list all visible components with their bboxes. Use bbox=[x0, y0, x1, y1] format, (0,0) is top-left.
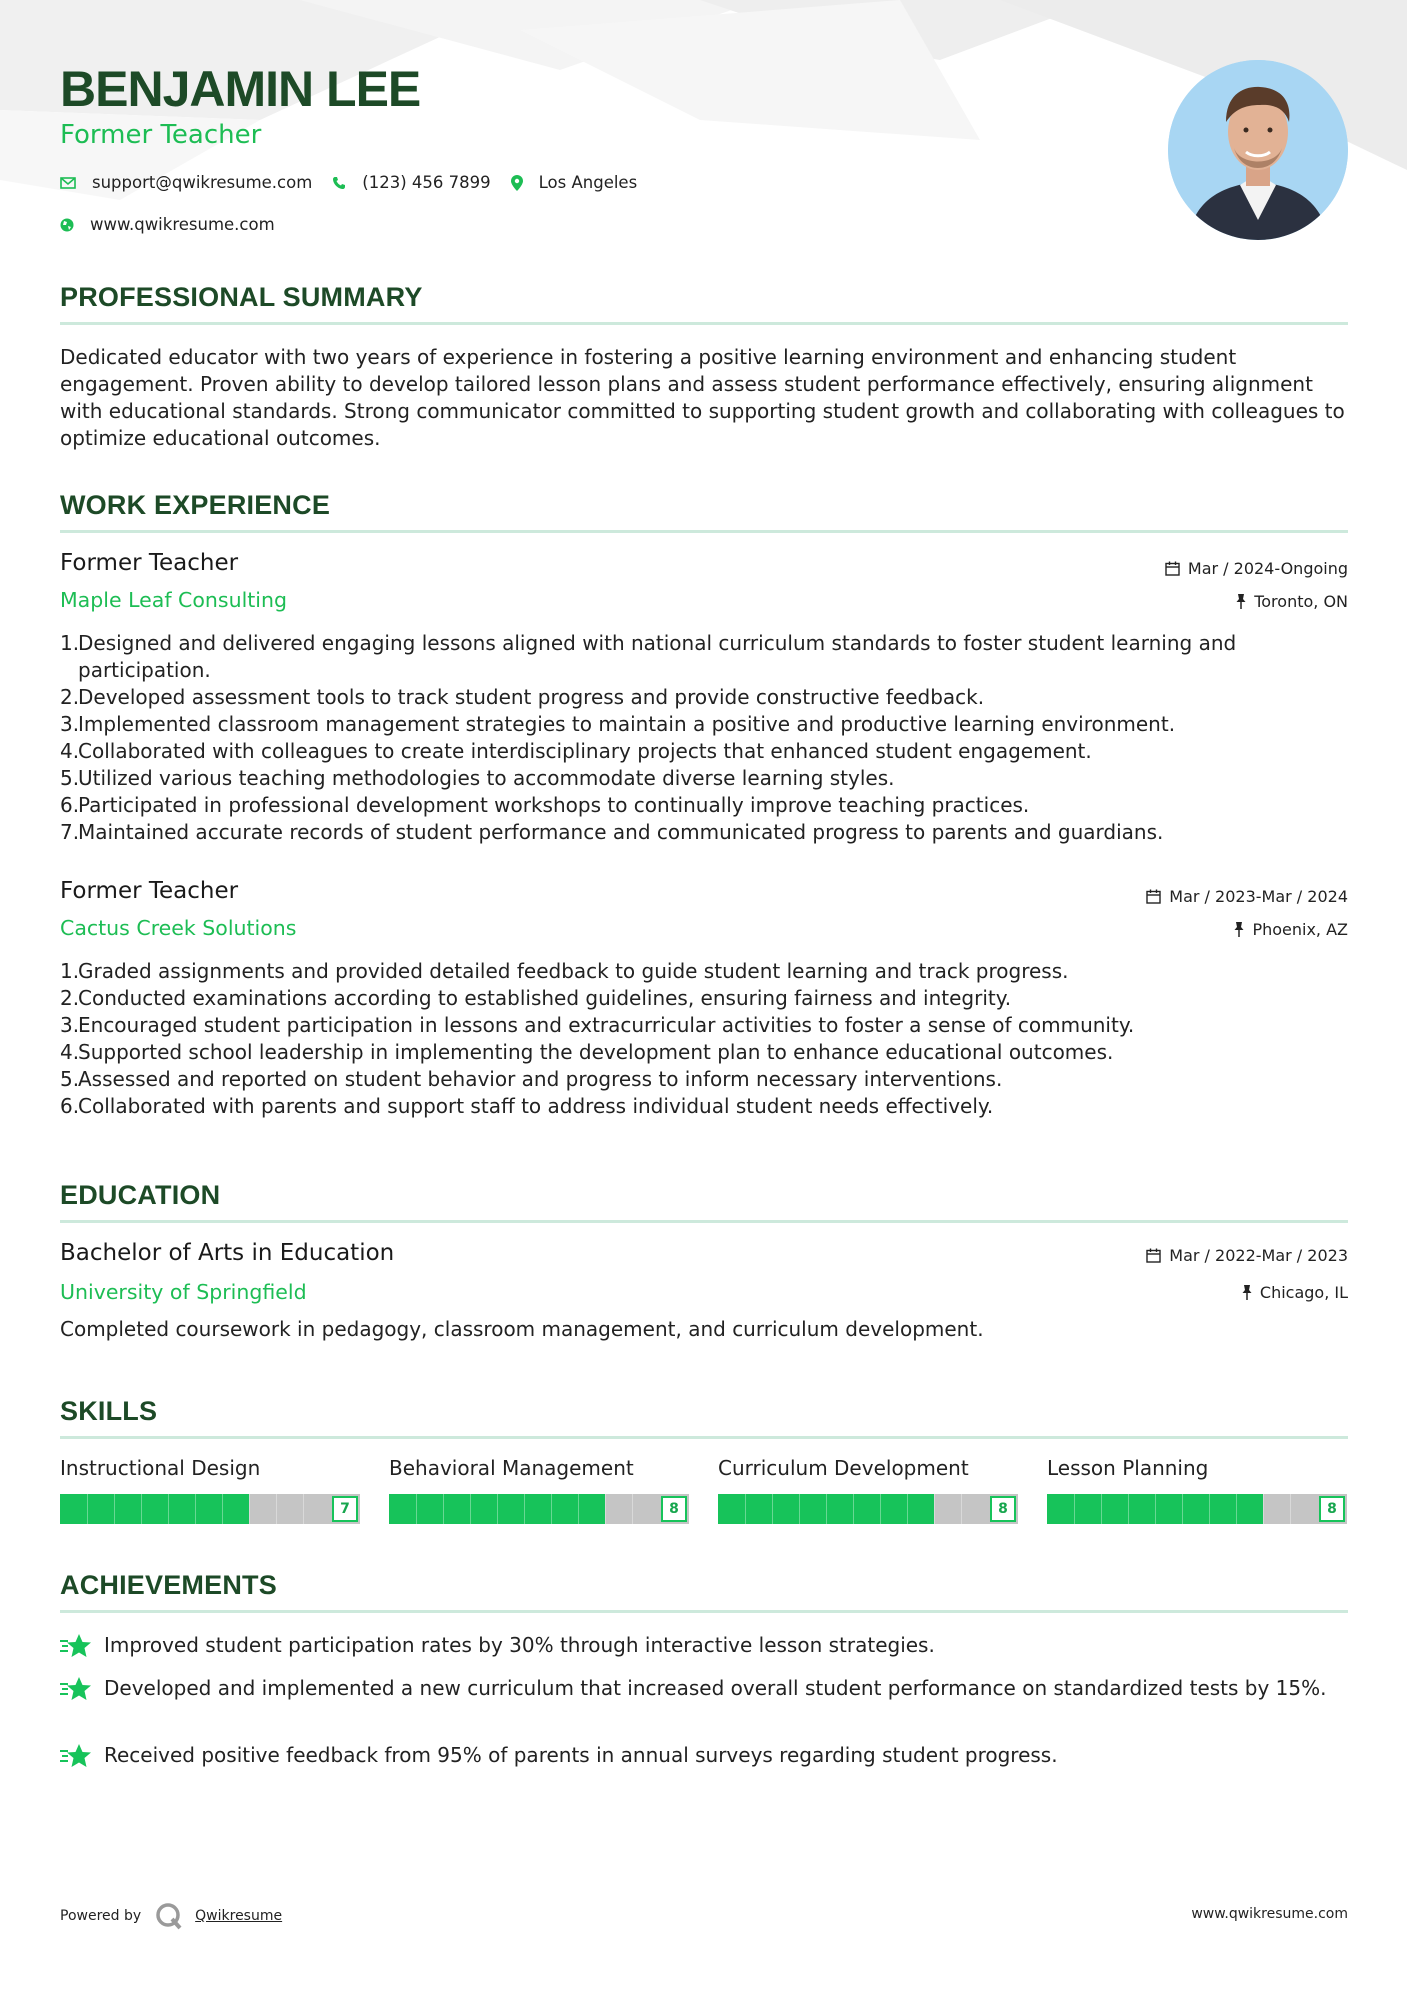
skill-bar-segment bbox=[249, 1494, 250, 1524]
skill-bar-segment bbox=[1155, 1494, 1156, 1524]
profile-photo bbox=[1168, 60, 1348, 240]
pushpin-icon bbox=[1242, 1285, 1252, 1300]
skill-bar-segment bbox=[114, 1494, 115, 1524]
skill-bar-segment bbox=[195, 1494, 196, 1524]
skill-level-bar bbox=[389, 1494, 689, 1524]
list-item: 1. Designed and delivered engaging lessons aligned with national curriculum standards to foster student learning and participation. bbox=[60, 631, 1237, 682]
contact-website[interactable] bbox=[60, 215, 275, 234]
phone-text: (123) 456 7899 bbox=[362, 173, 491, 192]
qwikresume-logo-icon bbox=[155, 1902, 183, 1930]
list-item: 3. Implemented classroom management strategies to maintain a positive and productive learning environment. bbox=[60, 712, 1176, 736]
contact-phone[interactable] bbox=[332, 173, 490, 192]
job-company: Cactus Creek Solutions bbox=[60, 916, 297, 940]
job-bullets bbox=[60, 958, 1348, 1120]
skill-bar-segment bbox=[1290, 1494, 1291, 1524]
job-dates bbox=[1165, 559, 1348, 578]
footer-website-link[interactable]: www.qwikresume.com bbox=[1191, 1906, 1348, 1922]
skill-bar-track bbox=[389, 1494, 689, 1524]
skill-bar-segment bbox=[1209, 1494, 1210, 1524]
section-divider bbox=[60, 1436, 1348, 1439]
list-item: 4. Collaborated with colleagues to create interdisciplinary projects that enhanced student engagement. bbox=[60, 739, 1092, 763]
skill-item bbox=[60, 1456, 360, 1524]
candidate-name: BENJAMIN LEE bbox=[60, 61, 421, 117]
skill-bar-segment bbox=[524, 1494, 525, 1524]
location-text: Los Angeles bbox=[538, 173, 638, 192]
skill-bar-segment bbox=[578, 1494, 579, 1524]
skill-bar-segment bbox=[1101, 1494, 1102, 1524]
list-item: 5. Assessed and reported on student behavior and progress to inform necessary interventions. bbox=[60, 1067, 1003, 1091]
section-divider bbox=[60, 1220, 1348, 1223]
education-dates-text: Mar / 2022-Mar / 2023 bbox=[1169, 1246, 1348, 1265]
skill-bar-segment bbox=[605, 1494, 606, 1524]
skill-level-badge: 8 bbox=[1319, 1496, 1345, 1522]
skill-level-badge: 8 bbox=[990, 1496, 1016, 1522]
education-heading: EDUCATION bbox=[60, 1180, 221, 1210]
skill-bar-segment bbox=[1236, 1494, 1237, 1524]
contact-row bbox=[60, 173, 657, 192]
pushpin-icon bbox=[1236, 594, 1246, 609]
calendar-icon bbox=[1146, 889, 1161, 904]
skill-bar-track bbox=[718, 1494, 1018, 1524]
job-title: Former Teacher bbox=[60, 878, 239, 904]
skill-bar-segment bbox=[799, 1494, 800, 1524]
job-dates-text: Mar / 2024-Ongoing bbox=[1187, 559, 1348, 578]
skill-bar-segment bbox=[141, 1494, 142, 1524]
skill-bar-segment bbox=[416, 1494, 417, 1524]
skill-bar-segment bbox=[826, 1494, 827, 1524]
list-item: 2. Developed assessment tools to track student progress and provide constructive feedback. bbox=[60, 685, 985, 709]
job-dates-text: Mar / 2023-Mar / 2024 bbox=[1169, 887, 1348, 906]
skill-item bbox=[1047, 1456, 1347, 1524]
list-item: 7. Maintained accurate records of student performance and communicated progress to parents and guardians. bbox=[60, 820, 1164, 844]
achievements-heading: ACHIEVEMENTS bbox=[60, 1570, 277, 1600]
section-divider bbox=[60, 322, 1348, 325]
skill-bar-segment bbox=[443, 1494, 444, 1524]
footer-powered-by bbox=[60, 1902, 282, 1930]
achievement-text: Received positive feedback from 95% of parents in annual surveys regarding student progress. bbox=[104, 1743, 1058, 1767]
achievement-text: Improved student participation rates by 30% through interactive lesson strategies. bbox=[104, 1633, 935, 1657]
skill-bar-segment bbox=[303, 1494, 304, 1524]
job-location bbox=[1236, 592, 1348, 611]
email-text: support@qwikresume.com bbox=[92, 173, 313, 192]
skill-bar-segment bbox=[961, 1494, 962, 1524]
candidate-role: Former Teacher bbox=[60, 120, 262, 150]
skill-name: Lesson Planning bbox=[1047, 1456, 1209, 1480]
skill-level-badge: 8 bbox=[661, 1496, 687, 1522]
calendar-icon bbox=[1146, 1248, 1161, 1263]
person-portrait-icon bbox=[1168, 60, 1348, 240]
calendar-icon bbox=[1165, 561, 1180, 576]
degree-title: Bachelor of Arts in Education bbox=[60, 1240, 395, 1266]
skill-bar-segment bbox=[632, 1494, 633, 1524]
list-item: 1. Graded assignments and provided detailed feedback to guide student learning and track progress. bbox=[60, 959, 1069, 983]
envelope-icon bbox=[60, 177, 76, 189]
school-name: University of Springfield bbox=[60, 1280, 307, 1304]
achievement-item bbox=[60, 1632, 1348, 1659]
skill-bar-track bbox=[60, 1494, 360, 1524]
skill-bar-segment bbox=[853, 1494, 854, 1524]
qwikresume-link[interactable]: Qwikresume bbox=[195, 1908, 283, 1924]
skill-bar-segment bbox=[497, 1494, 498, 1524]
website-text: www.qwikresume.com bbox=[90, 215, 275, 234]
skill-bar-segment bbox=[1182, 1494, 1183, 1524]
skill-bar-segment bbox=[934, 1494, 935, 1524]
education-description: Completed coursework in pedagogy, classroom management, and curriculum development. bbox=[60, 1317, 984, 1341]
experience-heading: WORK EXPERIENCE bbox=[60, 490, 331, 520]
skill-item bbox=[718, 1456, 1018, 1524]
skill-bar-segment bbox=[745, 1494, 746, 1524]
trophy-star-icon bbox=[60, 1675, 92, 1702]
section-divider bbox=[60, 1610, 1348, 1613]
summary-heading: PROFESSIONAL SUMMARY bbox=[60, 282, 423, 312]
skill-level-badge: 7 bbox=[332, 1496, 358, 1522]
section-divider bbox=[60, 530, 1348, 533]
trophy-star-icon bbox=[60, 1632, 92, 1659]
contact-row-website bbox=[60, 215, 295, 234]
skill-name: Curriculum Development bbox=[718, 1456, 969, 1480]
job-company: Maple Leaf Consulting bbox=[60, 588, 288, 612]
list-item: 5. Utilized various teaching methodologies to accommodate diverse learning styles. bbox=[60, 766, 895, 790]
list-item: 6. Collaborated with parents and support staff to address individual student needs effectively. bbox=[60, 1094, 994, 1118]
skill-bar-segment bbox=[772, 1494, 773, 1524]
job-bullets bbox=[60, 630, 1348, 846]
list-item: 6. Participated in professional development workshops to continually improve teaching practices. bbox=[60, 793, 1030, 817]
skill-bar-segment bbox=[907, 1494, 908, 1524]
job-dates bbox=[1146, 887, 1348, 906]
skill-bar-segment bbox=[222, 1494, 223, 1524]
skill-bar-segment bbox=[1263, 1494, 1264, 1524]
contact-email[interactable] bbox=[60, 173, 312, 192]
summary-text: Dedicated educator with two years of experience in fostering a positive learning environment and enhancing student engagement. Proven ability to develop tailored lesson plans and assess student performance effectively, ensuring alignment with educational standards. Strong communicator committed to supporting student growth and collaborating with colleagues to optimize educational outcomes. bbox=[60, 345, 1345, 450]
contact-location bbox=[511, 173, 638, 192]
job-title: Former Teacher bbox=[60, 550, 239, 576]
skill-bar-fill bbox=[60, 1494, 249, 1524]
list-item: 2. Conducted examinations according to established guidelines, ensuring fairness and integrity. bbox=[60, 986, 1012, 1010]
skill-bar-segment bbox=[276, 1494, 277, 1524]
skill-level-bar bbox=[1047, 1494, 1347, 1524]
achievement-item bbox=[60, 1742, 1348, 1769]
powered-by-label: Powered by bbox=[60, 1908, 142, 1924]
achievement-text: Developed and implemented a new curriculum that increased overall student performance on standardized tests by 15%. bbox=[104, 1676, 1327, 1700]
job-location bbox=[1234, 920, 1348, 939]
skill-level-bar bbox=[718, 1494, 1018, 1524]
achievement-item bbox=[60, 1675, 1348, 1702]
education-dates bbox=[1146, 1246, 1348, 1265]
job-location-text: Toronto, ON bbox=[1254, 592, 1348, 611]
phone-icon bbox=[332, 176, 346, 190]
skills-heading: SKILLS bbox=[60, 1396, 158, 1426]
list-item: 4. Supported school leadership in implementing the development plan to enhance educational outcomes. bbox=[60, 1040, 1114, 1064]
skill-level-bar bbox=[60, 1494, 360, 1524]
education-location-text: Chicago, IL bbox=[1259, 1283, 1348, 1302]
job-location-text: Phoenix, AZ bbox=[1252, 920, 1348, 939]
skill-name: Behavioral Management bbox=[389, 1456, 634, 1480]
skill-bar-segment bbox=[470, 1494, 471, 1524]
trophy-star-icon bbox=[60, 1742, 92, 1769]
skill-bar-segment bbox=[1074, 1494, 1075, 1524]
skill-bar-segment bbox=[1128, 1494, 1129, 1524]
skill-bar-segment bbox=[551, 1494, 552, 1524]
skill-bar-segment bbox=[87, 1494, 88, 1524]
map-pin-icon bbox=[511, 175, 523, 191]
skill-bar-segment bbox=[168, 1494, 169, 1524]
skill-item bbox=[389, 1456, 689, 1524]
skill-bar-segment bbox=[880, 1494, 881, 1524]
skill-bar-track bbox=[1047, 1494, 1347, 1524]
list-item: 3. Encouraged student participation in lessons and extracurricular activities to foster a sense of community. bbox=[60, 1013, 1135, 1037]
education-location bbox=[1242, 1283, 1348, 1302]
globe-icon bbox=[60, 218, 74, 232]
skill-name: Instructional Design bbox=[60, 1456, 261, 1480]
pushpin-icon bbox=[1234, 922, 1244, 937]
